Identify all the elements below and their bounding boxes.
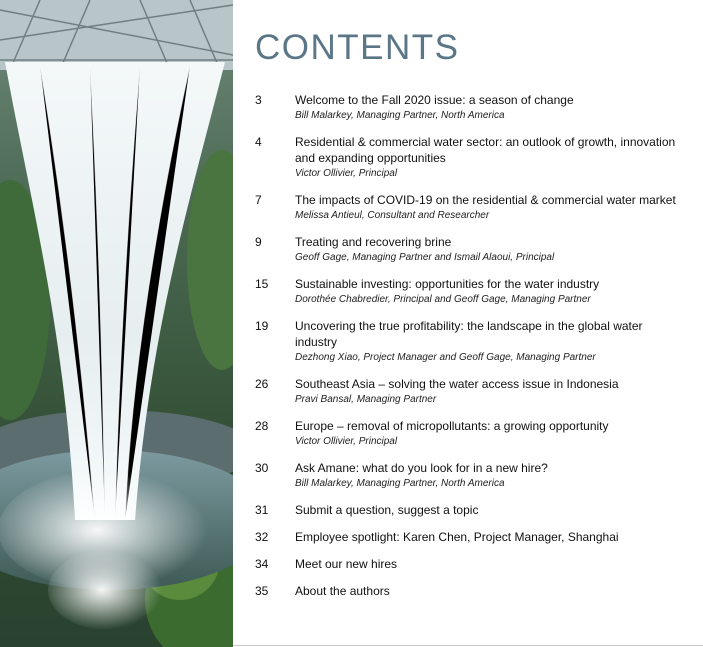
toc-page-number: 3 (255, 93, 262, 107)
toc-page-number: 30 (255, 461, 269, 475)
toc-entry (255, 529, 685, 545)
toc-byline: Bill Malarkey, Managing Partner, North America (295, 478, 505, 489)
toc-byline: Dezhong Xiao, Project Manager and Geoff Gage, Managing Partner (295, 352, 596, 363)
page-title: CONTENTS (255, 28, 460, 67)
toc-headline: Sustainable investing: opportunities for the water industry (295, 277, 600, 291)
toc-entry (255, 318, 685, 365)
toc-entry (255, 583, 685, 599)
toc-page-number: 28 (255, 419, 269, 433)
toc-entry (255, 460, 685, 491)
toc-headline: Europe – removal of micropollutants: a growing opportunity (295, 419, 609, 433)
toc-page-number: 35 (255, 584, 269, 598)
bottom-divider (233, 645, 703, 646)
toc-entry (255, 192, 685, 223)
toc-headline: Residential & commercial water sector: an outlook of growth, innovation and expanding opportunities (295, 135, 676, 165)
toc-byline: Geoff Gage, Managing Partner and Ismail Alaoui, Principal (295, 252, 555, 263)
toc-entry (255, 92, 685, 123)
toc-byline: Melissa Antieul, Consultant and Researcher (295, 210, 490, 221)
toc-headline: Employee spotlight: Karen Chen, Project Manager, Shanghai (295, 530, 619, 544)
toc-headline: Treating and recovering brine (295, 235, 452, 249)
toc-entry (255, 502, 685, 518)
toc-page-number: 7 (255, 193, 262, 207)
toc-page-number: 9 (255, 235, 262, 249)
toc-entry (255, 276, 685, 307)
toc-entry (255, 376, 685, 407)
toc-page-number: 4 (255, 135, 262, 149)
toc-byline: Victor Ollivier, Principal (295, 436, 398, 447)
toc-headline: Uncovering the true profitability: the landscape in the global water industry (295, 319, 643, 349)
toc-page-number: 31 (255, 503, 269, 517)
toc-entry (255, 234, 685, 265)
toc-page-number: 26 (255, 377, 269, 391)
toc-headline: Meet our new hires (295, 557, 398, 571)
toc-byline: Bill Malarkey, Managing Partner, North America (295, 110, 505, 121)
toc-entry (255, 556, 685, 572)
toc-entry (255, 134, 685, 181)
toc-page-number: 34 (255, 557, 269, 571)
toc-page-number: 15 (255, 277, 269, 291)
toc-headline: Submit a question, suggest a topic (295, 503, 479, 517)
toc-byline: Dorothée Chabredier, Principal and Geoff Gage, Managing Partner (295, 294, 591, 305)
toc-byline: Pravi Bansal, Managing Partner (295, 394, 437, 405)
toc-byline: Victor Ollivier, Principal (295, 168, 398, 179)
toc-page-number: 19 (255, 319, 269, 333)
toc-headline: About the authors (295, 584, 390, 598)
toc-entry (255, 418, 685, 449)
toc-headline: The impacts of COVID-19 on the residential & commercial water market (295, 193, 676, 207)
waterfall-photo (0, 0, 233, 647)
toc-headline: Ask Amane: what do you look for in a new hire? (295, 461, 548, 475)
toc-headline: Southeast Asia – solving the water access issue in Indonesia (295, 377, 619, 391)
toc-headline: Welcome to the Fall 2020 issue: a season of change (295, 93, 574, 107)
table-of-contents (255, 92, 685, 610)
toc-page-number: 32 (255, 530, 269, 544)
